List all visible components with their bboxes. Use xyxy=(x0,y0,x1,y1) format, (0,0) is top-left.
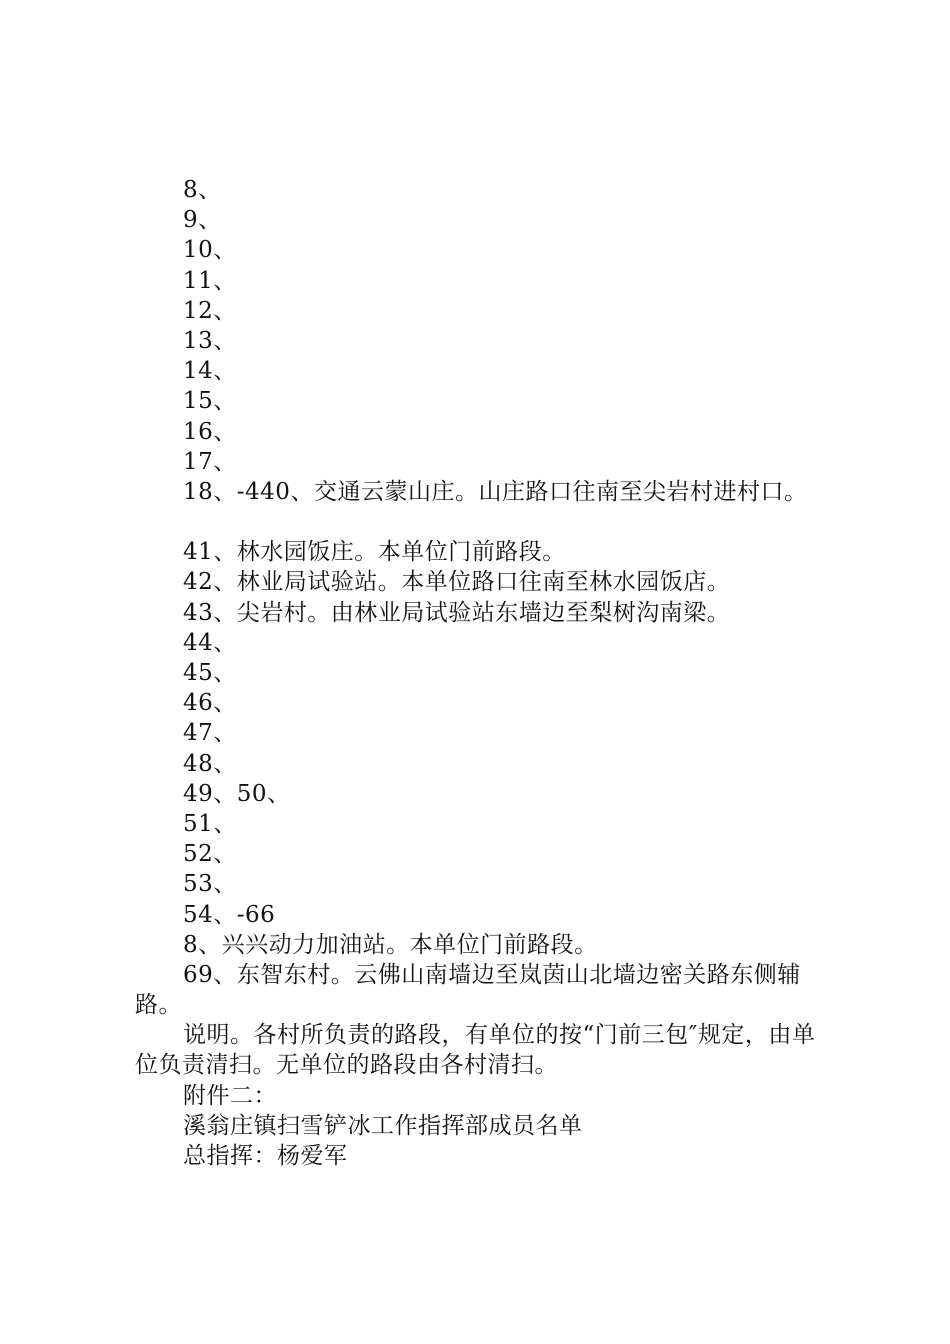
list-line: 16、 xyxy=(183,418,237,445)
list-line: 18、-440、交通云蒙山庄。山庄路口往南至尖岩村进村口。 xyxy=(183,478,808,505)
list-line: 8、兴兴动力加油站。本单位门前路段。 xyxy=(183,931,598,958)
list-line: 41、林水园饭庄。本单位门前路段。 xyxy=(183,539,566,566)
commander-line: 总指挥：杨爱军 xyxy=(183,1143,348,1170)
list-line: 48、 xyxy=(183,750,237,777)
list-line: 52、 xyxy=(183,841,237,868)
list-line: 12、 xyxy=(183,297,237,324)
list-line: 17、 xyxy=(183,448,237,475)
blank-line xyxy=(135,507,835,537)
list-line: 46、 xyxy=(183,690,237,717)
entry-69-paragraph: 69、东智东村。云佛山南墙边至岚茵山北墙边密关路东侧辅路。 xyxy=(135,961,801,1019)
list-line: 11、 xyxy=(183,267,237,294)
list-line: 9、 xyxy=(183,207,222,234)
list-line: 54、-66 xyxy=(183,901,276,928)
document-body xyxy=(135,175,835,1171)
list-line: 45、 xyxy=(183,660,237,686)
list-line: 8、 xyxy=(183,177,222,203)
list-line: 44、 xyxy=(183,629,237,656)
list-line: 15、 xyxy=(183,388,237,415)
road-section-list-a xyxy=(135,175,835,507)
list-line: 42、林业局试验站。本单位路口往南至林水园饭店。 xyxy=(183,569,731,596)
list-line: 49、50、 xyxy=(183,780,291,807)
list-line: 53、 xyxy=(183,871,237,898)
note-paragraph: 说明。各村所负责的路段，有单位的按“门前三包″规定，由单位负责清扫。无单位的路段由各村清扫。 xyxy=(135,1022,816,1079)
member-list-title: 溪翁庄镇扫雪铲冰工作指挥部成员名单 xyxy=(183,1112,583,1139)
list-line: 47、 xyxy=(183,720,237,747)
list-line: 51、 xyxy=(183,810,237,837)
list-line: 14、 xyxy=(183,358,237,385)
list-line: 43、尖岩村。由林业局试验站东墙边至梨树沟南梁。 xyxy=(183,599,731,626)
attachment-label: 附件二： xyxy=(183,1082,277,1109)
list-line: 13、 xyxy=(183,327,237,354)
road-section-list-b xyxy=(135,537,835,960)
list-line: 10、 xyxy=(183,237,237,264)
